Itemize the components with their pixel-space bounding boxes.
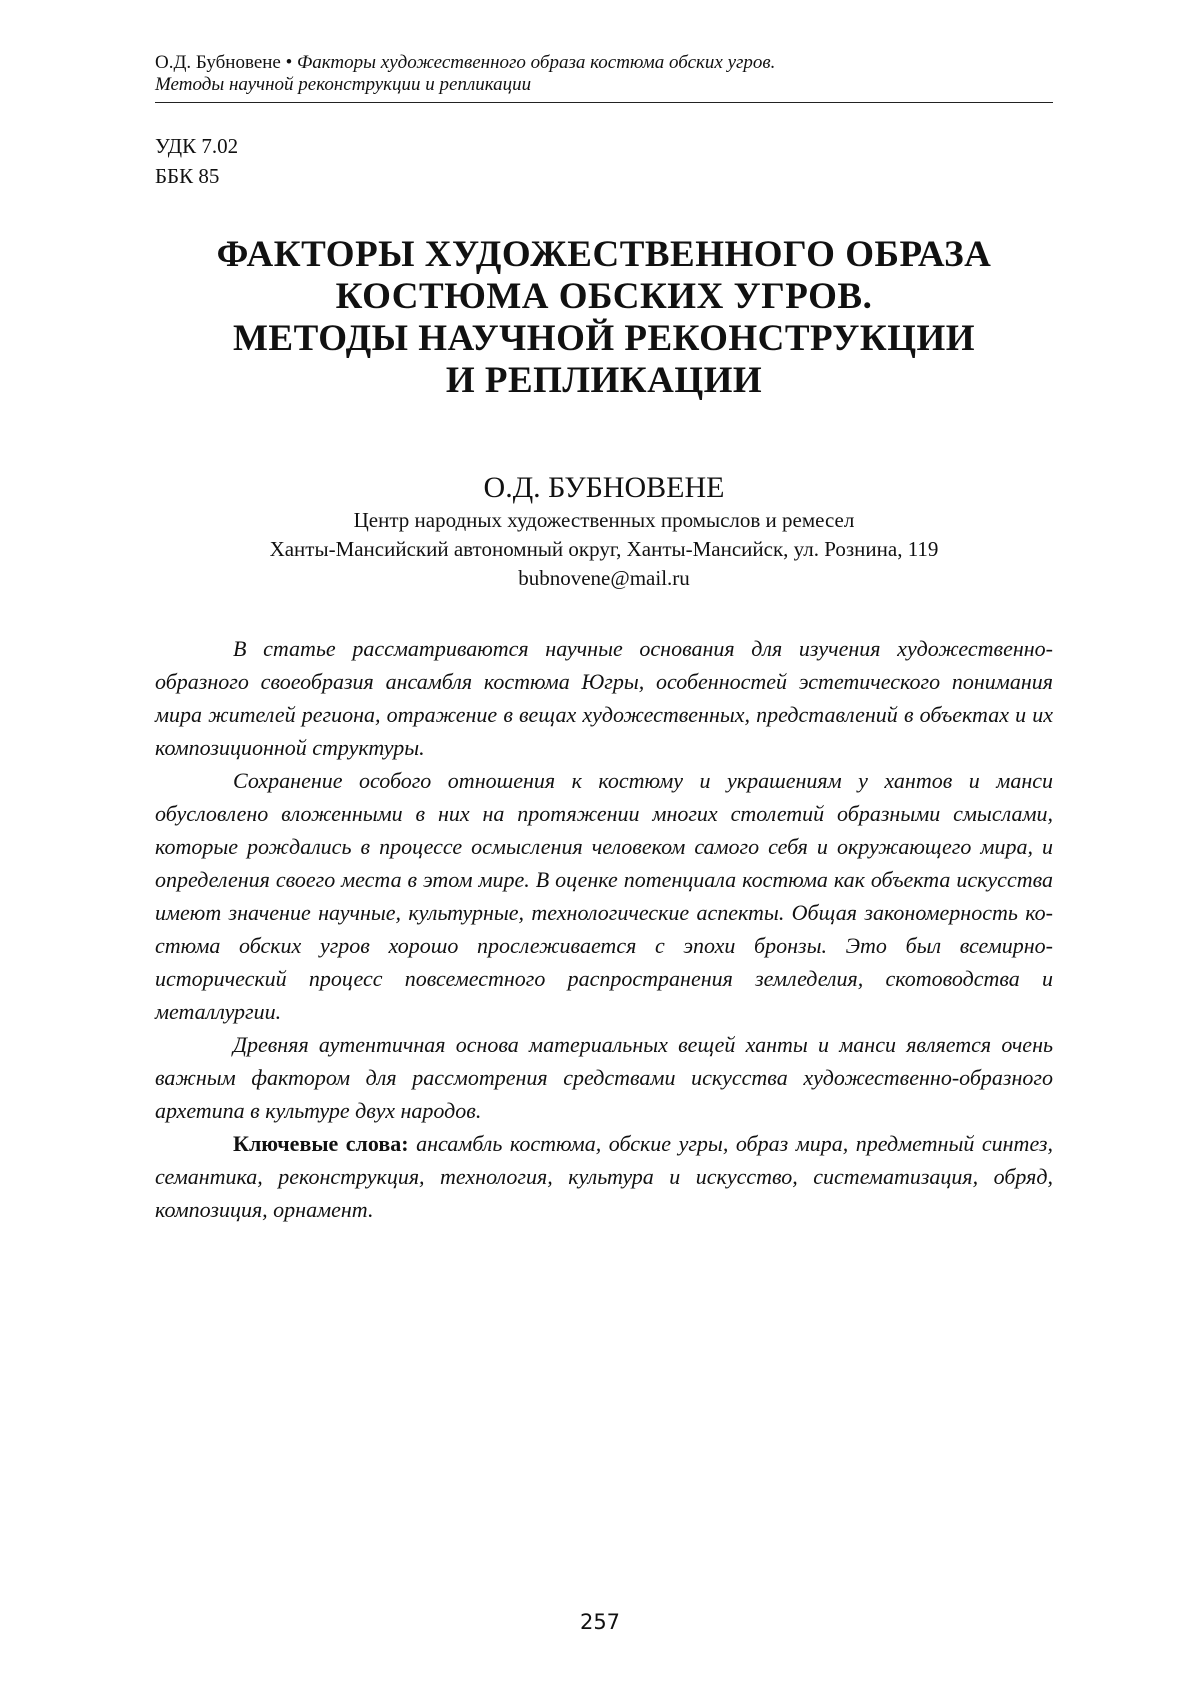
abstract	[155, 632, 1053, 1226]
title-line-4: И РЕПЛИКАЦИИ	[155, 360, 1053, 402]
running-header-title: Факторы художественного образа костюма обских угров.	[297, 52, 775, 73]
title-line-2: КОСТЮМА ОБСКИХ УГРОВ.	[155, 276, 1053, 318]
keywords-label: Ключевые слова:	[233, 1131, 409, 1156]
running-header-bullet: •	[286, 52, 293, 73]
title-line-3: МЕТОДЫ НАУЧНОЙ РЕКОНСТРУКЦИИ	[155, 318, 1053, 360]
title-line-1: ФАКТОРЫ ХУДОЖЕСТВЕННОГО ОБРАЗА	[155, 234, 1053, 276]
abstract-paragraph-3: Древняя аутентичная основа материальных вещей ханты и манси яв­ляется очень важным фактором для рассмотрения средствами искусства художественно-образного архетипа в культуре двух народов.	[155, 1028, 1053, 1127]
running-header-line1	[155, 52, 1053, 74]
running-header	[155, 52, 1053, 103]
page-number: 257	[0, 1610, 1200, 1634]
author-organization: Центр народных художественных промыслов и ремесел	[155, 506, 1053, 535]
udk-code: УДК 7.02	[155, 131, 238, 161]
author-address: Ханты-Мансийский автономный округ, Ханты-Мансийск, ул. Рознина, 119	[155, 535, 1053, 564]
keywords	[155, 1127, 1053, 1226]
author-block	[155, 470, 1053, 593]
abstract-paragraph-1: В статье рассматриваются научные основания для изучения худо­жественно-образного своеобразия ансамбля костюма Югры, особенностей эстетического понимания мира жителей региона, отражение в вещах ху­дожественных, представлений в объектах и их композиционной структуры.	[155, 632, 1053, 764]
classification-codes	[155, 131, 238, 191]
running-header-author: О.Д. Бубновене	[155, 52, 281, 73]
author-email: bubnovene@mail.ru	[155, 564, 1053, 593]
bbk-code: ББК 85	[155, 161, 238, 191]
abstract-paragraph-2: Сохранение особого отношения к костюму и украшениям у хантов и манси обусловлено вложенными в них на протяжении многих столетий об­разными смыслами, которые рождались в процессе осмысления человеком самого себя и окружающего мира, и определения своего места в этом мире. В оценке потенциала костюма как объекта искусства имеют значение на­учные, культурные, технологические аспекты. Общая закономерность ко­стюма обских угров хорошо прослеживается с эпохи бронзы. Это был все­мирно-исторический процесс повсеместного распространения земледелия, скотоводства и металлургии.	[155, 764, 1053, 1028]
article-title	[155, 234, 1053, 402]
author-name: О.Д. БУБНОВЕНЕ	[155, 470, 1053, 506]
running-header-title-line2: Методы научной реконструкции и репликации	[155, 74, 1053, 96]
keywords-text: ансамбль костюма, обские угры, образ мира, пред­метный синтез, семантика, реконструкция, технология, культура и искус­ство, систематизация, обряд, композиция, орнамент.	[155, 1131, 1053, 1222]
